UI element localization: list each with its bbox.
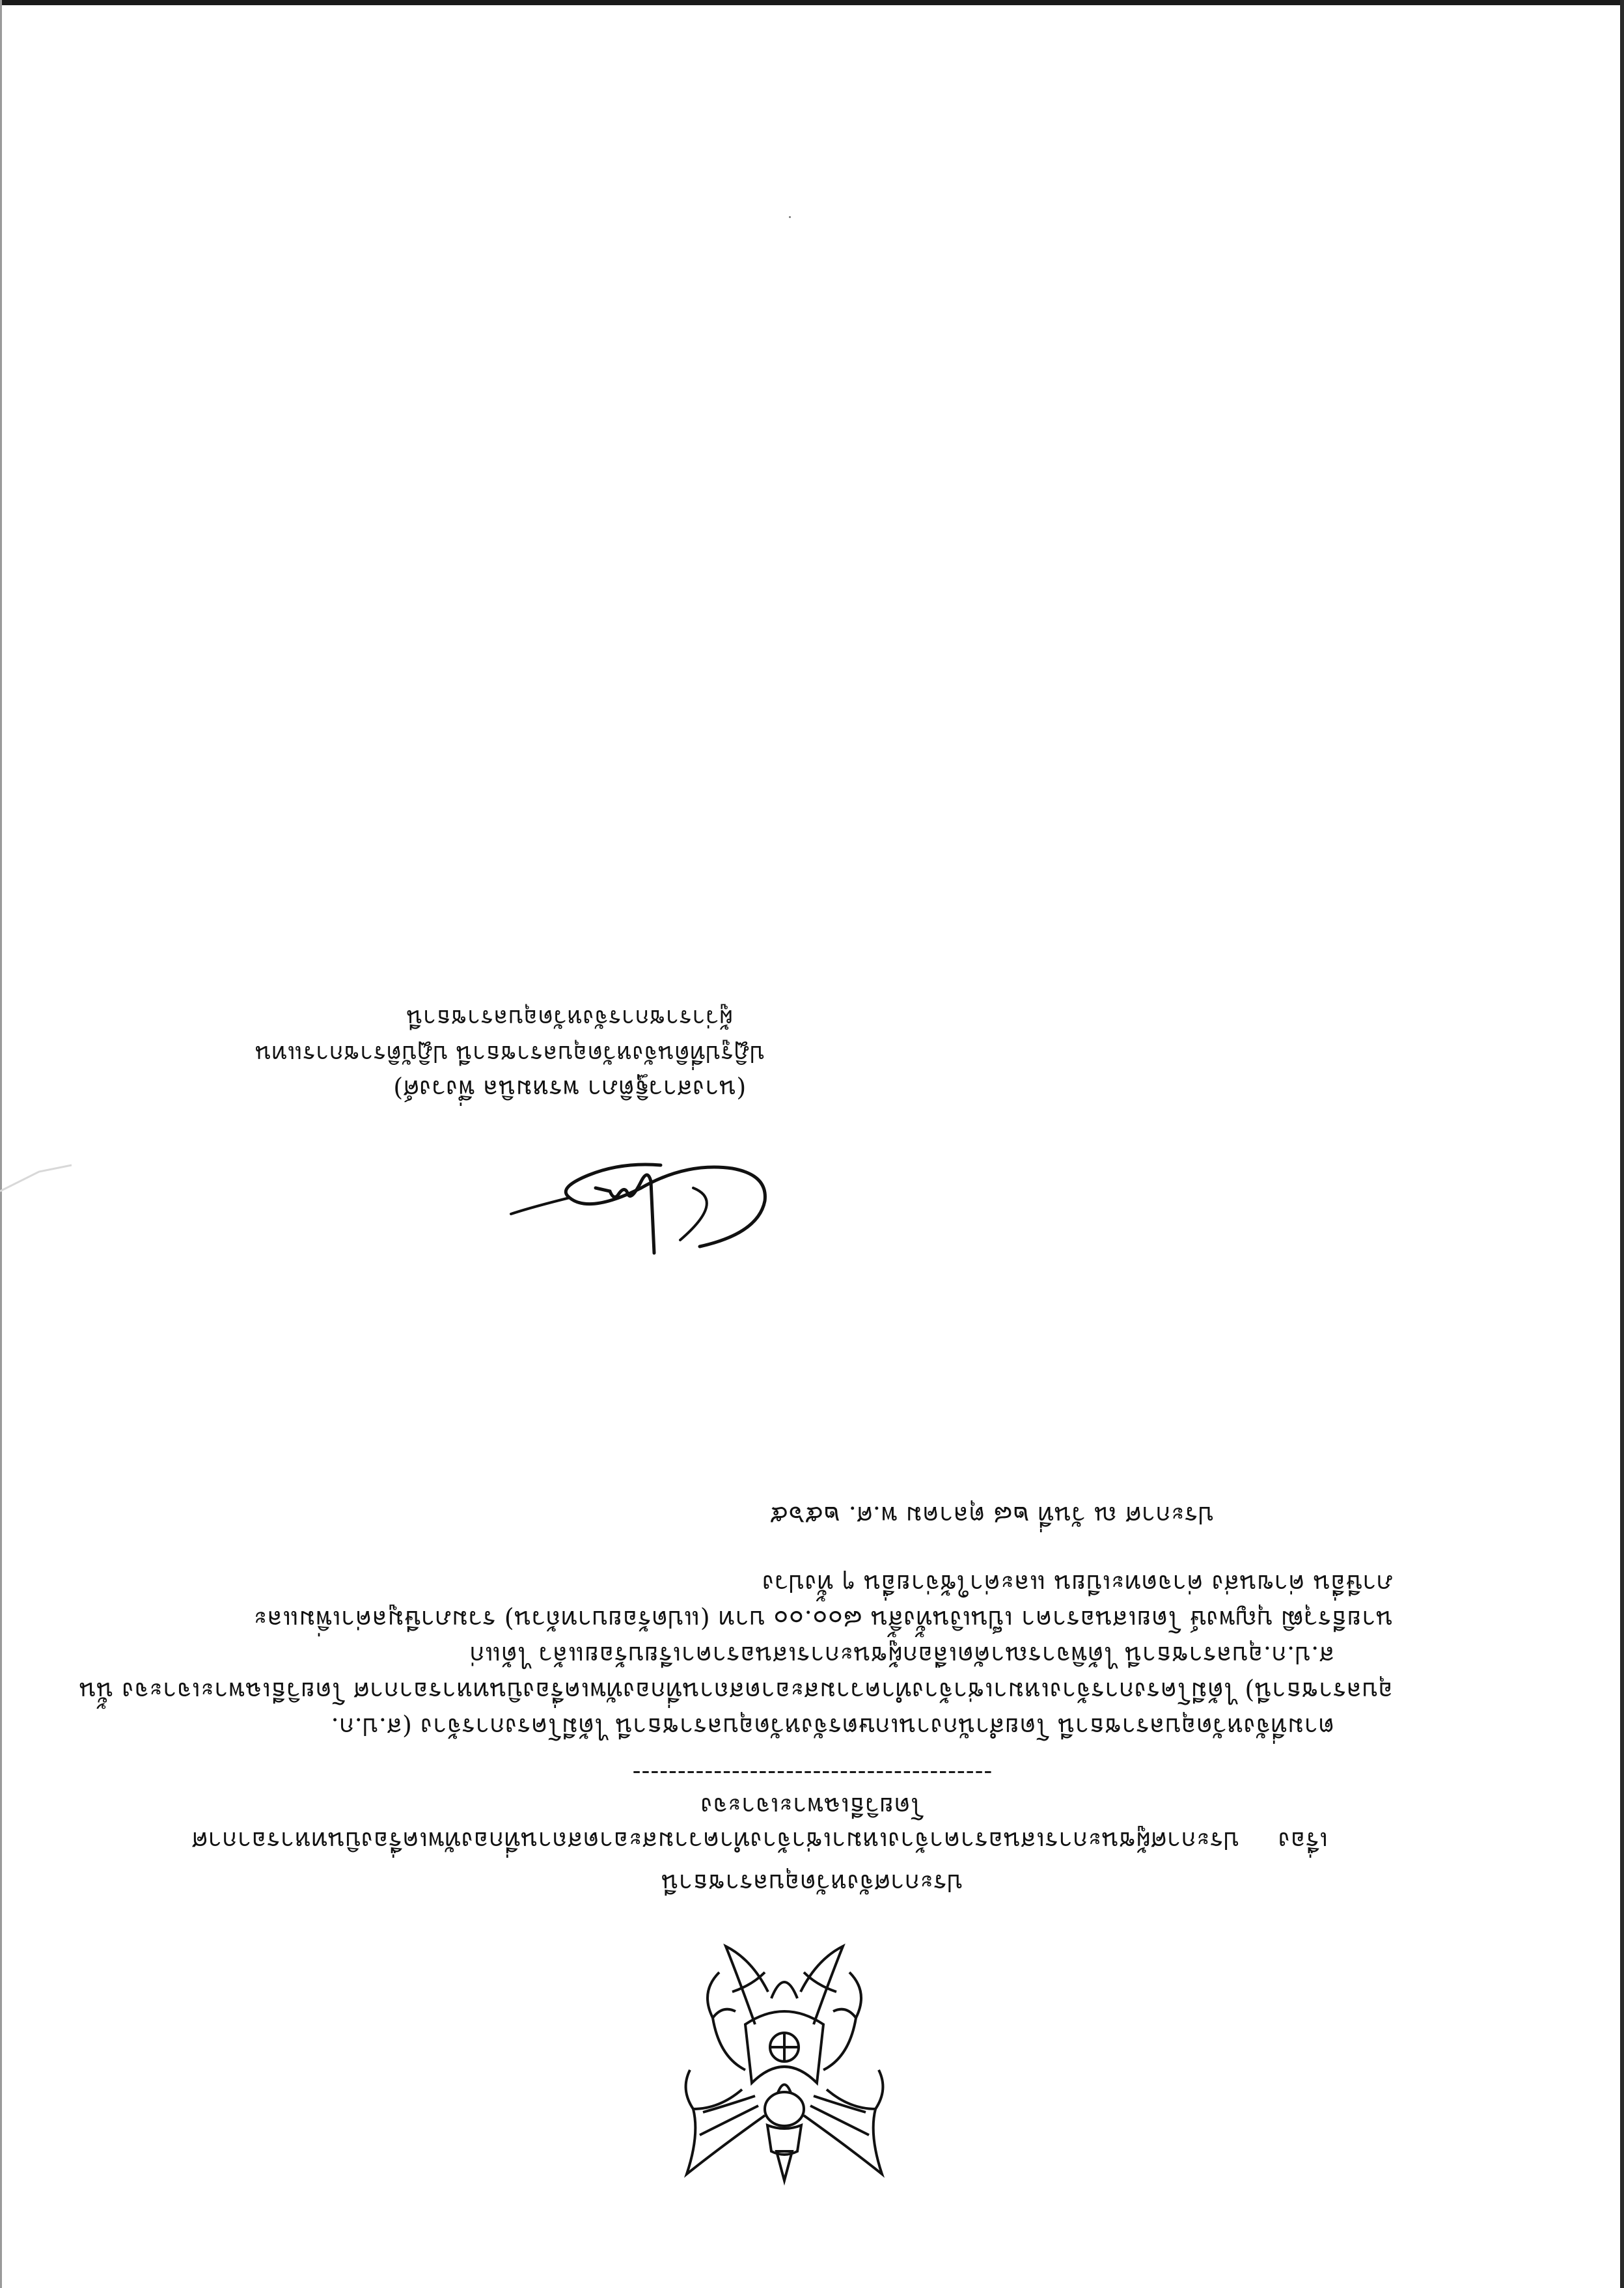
handwritten-signature-icon (491, 1116, 784, 1260)
body-para1-line1: ตามที่จังหวัดอุบลราชธานี โดยสำนักงานเกษตรจังหวัดอุบลราชธานี ได้มีโครงการจ้าง (ส.ป.ก. (331, 1713, 1334, 1741)
signer-position-line1: ปฏิรูปที่ดินจังหวัดอุบลราชธานี ปฏิบัติราชการแทน (255, 1040, 765, 1067)
body-para1-line2: อุบลราชธานี) ได้มีโครงการจ้างเหมาเช่าจ้างทำความสะอาดสถานที่กองทัพเครื่องบินทหารอากาศ โดยวิธีเฉพาะเจาะจง นั้น (79, 1677, 1393, 1705)
body-para2-line2: นายธีรวุฒิ บุญพงษ์ โดยเสนอราคา เป็นเงินทั้งสิ้น ๘๐๐.๐๐ บาท (แปดร้อยบาทถ้วน) รวมภาษีมูลค่าเพิ่มและ (253, 1605, 1393, 1634)
subject-text-line2: โดยวิธีเฉพาะเจาะจง (700, 1792, 924, 1821)
subject-line (191, 1826, 1328, 1855)
divider-line: ---------------------------------------- (631, 1759, 993, 1788)
body-para2-line3: ภาษีอื่น ค่าขนส่ง ค่าจดทะเบียน และค่าใช้จ่ายอื่น ๆ ทั้งปวง (762, 1569, 1393, 1598)
announcement-date: ประกาศ ณ วันที่ ๒๘ ตุลาคม พ.ศ. ๒๕๖๕ (769, 1501, 1214, 1530)
subject-text-line1: ประกาศผู้ชนะการเสนอราคาจ้างเหมาเช่าจ้างทำความสะอาดสถานที่กองทัพเครื่องบินทหารอากาศ (191, 1826, 1240, 1855)
signer-position-line2: ผู้ว่าราชการจังหวัดอุบลราชธานี (406, 1004, 733, 1031)
document-heading: ประกาศจังหวัดอุบลราชธานี (661, 1869, 963, 1897)
signer-name: (นางสาวฐิติภา พรหมนิล พึ่งวงศ์) (392, 1075, 747, 1103)
body-para2-line1: ส.ป.ก.อุบลราชธานี ได้พิจารณาคัดเลือกผู้ชนะการเสนอราคาเรียบร้อยแล้ว ได้แก่ (469, 1641, 1334, 1670)
subject-label: เรื่อง (1278, 1826, 1328, 1855)
garuda-emblem-icon (674, 1933, 895, 2187)
